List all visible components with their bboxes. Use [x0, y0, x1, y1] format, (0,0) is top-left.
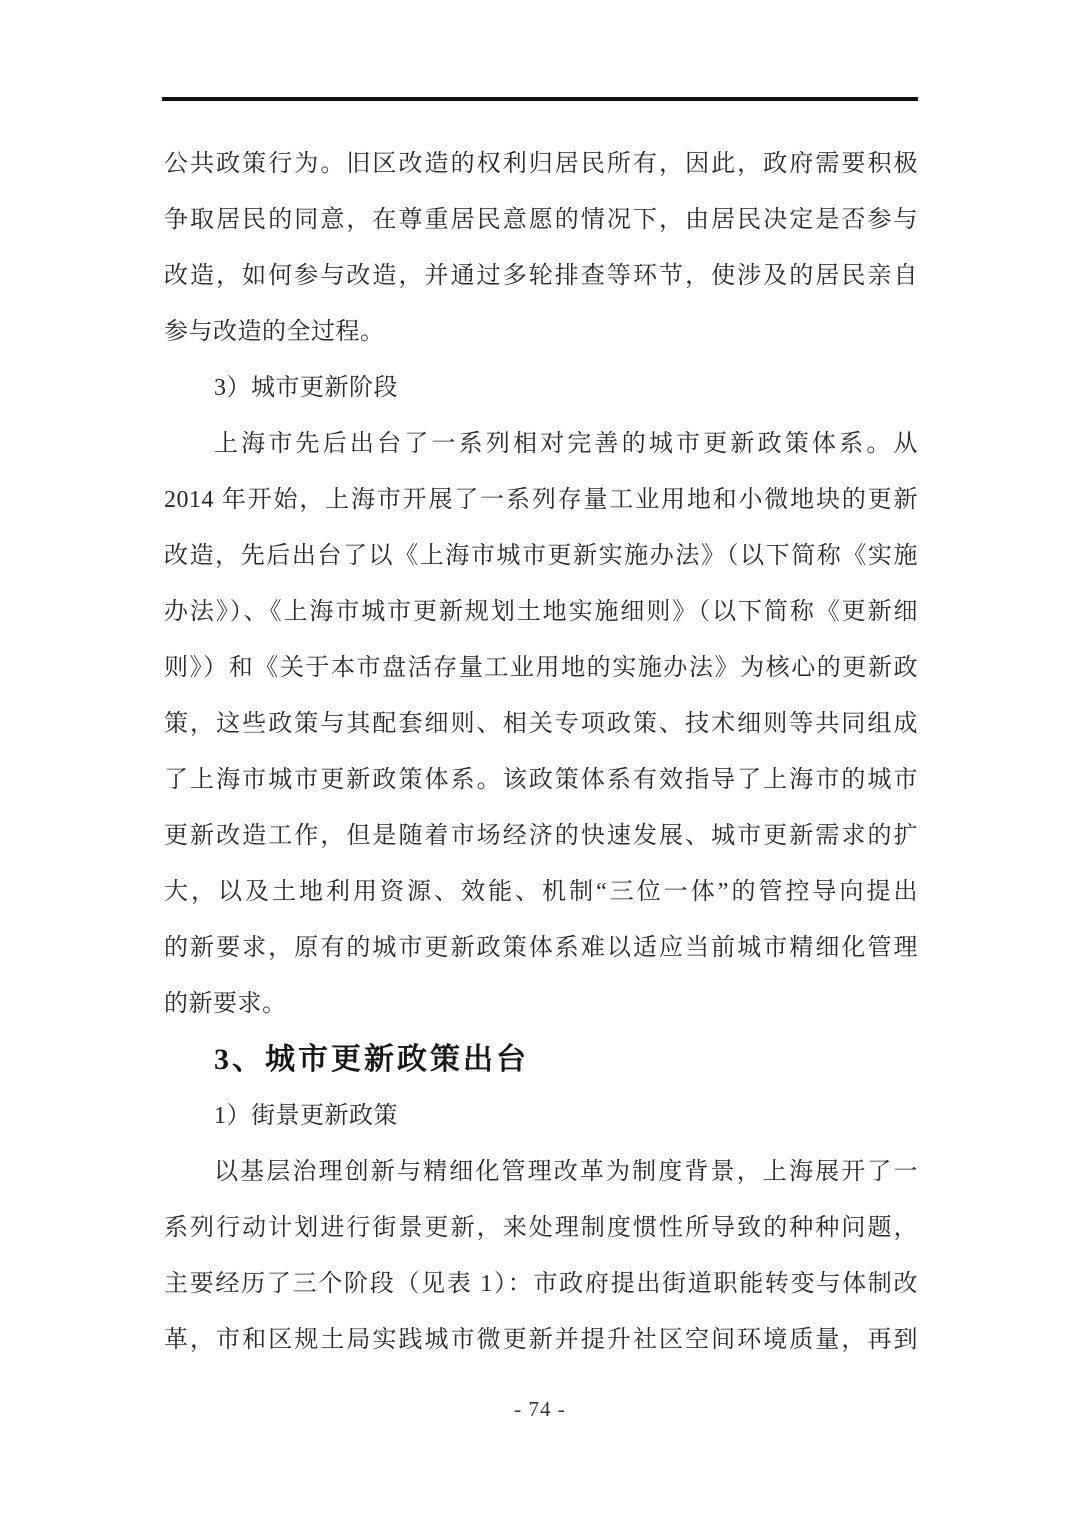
subsection-label: 1）街景更新政策 [214, 1103, 398, 1129]
body-text-line: 系列行动计划进行街景更新，来处理制度惯性所导致的种种问题， [164, 1215, 918, 1241]
page-body-text [164, 136, 918, 1368]
section-heading: 3、城市更新政策出台 [214, 1043, 529, 1076]
body-text-line: 2014 年开始，上海市开展了一系列存量工业用地和小微地块的更新 [164, 487, 918, 513]
body-text-line: 上海市先后出台了一系列相对完善的城市更新政策体系。从 [214, 431, 918, 457]
body-text-line: 大，以及土地利用资源、效能、机制“三位一体”的管控导向提出 [164, 879, 918, 905]
body-text-line: 的新要求。 [164, 991, 287, 1017]
body-text-line: 以基层治理创新与精细化管理改革为制度背景，上海展开了一 [214, 1159, 918, 1185]
body-text-line: 革，市和区规土局实践城市微更新并提升社区空间环境质量，再到 [164, 1327, 918, 1353]
body-text-line: 更新改造工作，但是随着市场经济的快速发展、城市更新需求的扩 [164, 823, 918, 849]
body-text-line: 公共政策行为。旧区改造的权利归居民所有，因此，政府需要积极 [164, 151, 918, 177]
body-text-line: 办法》）、《上海市城市更新规划土地实施细则》（以下简称《更新细 [164, 599, 918, 625]
header-rule [162, 97, 918, 101]
body-text-line: 改造，如何参与改造，并通过多轮排查等环节，使涉及的居民亲自 [164, 263, 918, 289]
page-number: - 74 - [514, 1397, 566, 1421]
body-text-line: 则》）和《关于本市盘活存量工业用地的实施办法》为核心的更新政 [164, 655, 918, 681]
body-text-line: 了上海市城市更新政策体系。该政策体系有效指导了上海市的城市 [164, 767, 918, 793]
body-text-line: 改造，先后出台了以《上海市城市更新实施办法》（以下简称《实施 [164, 543, 918, 569]
body-text-line: 主要经历了三个阶段（见表 1）：市政府提出街道职能转变与体制改 [164, 1271, 918, 1297]
body-text-line: 参与改造的全过程。 [164, 319, 385, 345]
body-text-line: 争取居民的同意，在尊重居民意愿的情况下，由居民决定是否参与 [164, 207, 918, 233]
body-text-line: 策，这些政策与其配套细则、相关专项政策、技术细则等共同组成 [164, 711, 918, 737]
body-text-line: 的新要求，原有的城市更新政策体系难以适应当前城市精细化管理 [164, 935, 918, 961]
subsection-label: 3）城市更新阶段 [214, 375, 398, 401]
